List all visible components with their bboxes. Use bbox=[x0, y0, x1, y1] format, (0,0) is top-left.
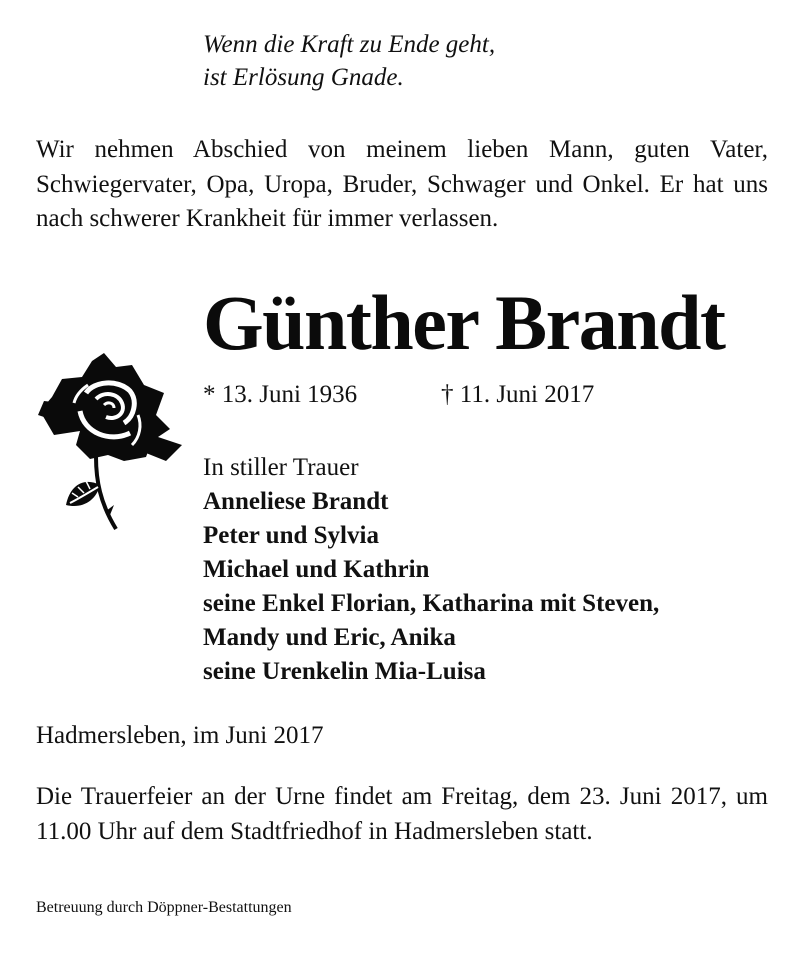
death-date: † 11. Juni 2017 bbox=[441, 381, 595, 408]
mourner-line: seine Enkel Florian, Katharina mit Steven, bbox=[203, 590, 660, 617]
rose-icon bbox=[34, 345, 184, 535]
deceased-name: Günther Brandt bbox=[203, 279, 725, 366]
mourners-heading: In stiller Trauer bbox=[203, 454, 359, 481]
motto-line-1: Wenn die Kraft zu Ende geht, bbox=[203, 31, 496, 58]
mourner-line: Michael und Kathrin bbox=[203, 556, 430, 583]
mourner-line: Peter und Sylvia bbox=[203, 522, 379, 549]
funeral-notice: Die Trauerfeier an der Urne findet am Freitag, dem 23. Juni 2017, um 11.00 Uhr auf dem Stadtfriedhof in Hadmersleben statt. bbox=[36, 783, 768, 845]
mourners-list bbox=[203, 451, 659, 689]
funeral-home-credit: Betreuung durch Döppner-Bestattungen bbox=[36, 899, 292, 916]
place-and-date: Hadmersleben, im Juni 2017 bbox=[36, 722, 324, 749]
mourner-line: Mandy und Eric, Anika bbox=[203, 624, 456, 651]
birth-date: * 13. Juni 1936 bbox=[203, 381, 358, 408]
motto-line-2: ist Erlösung Gnade. bbox=[203, 64, 404, 91]
mourner-line: seine Urenkelin Mia-Luisa bbox=[203, 658, 486, 685]
mourner-line: Anneliese Brandt bbox=[203, 488, 389, 515]
motto-quote bbox=[203, 28, 495, 94]
farewell-text: Wir nehmen Abschied von meinem lieben Mann, guten Vater, Schwiegervater, Opa, Uropa, Bruder, Schwager und Onkel. Er hat uns nach schwerer Krankheit für immer verlassen. bbox=[36, 136, 768, 232]
